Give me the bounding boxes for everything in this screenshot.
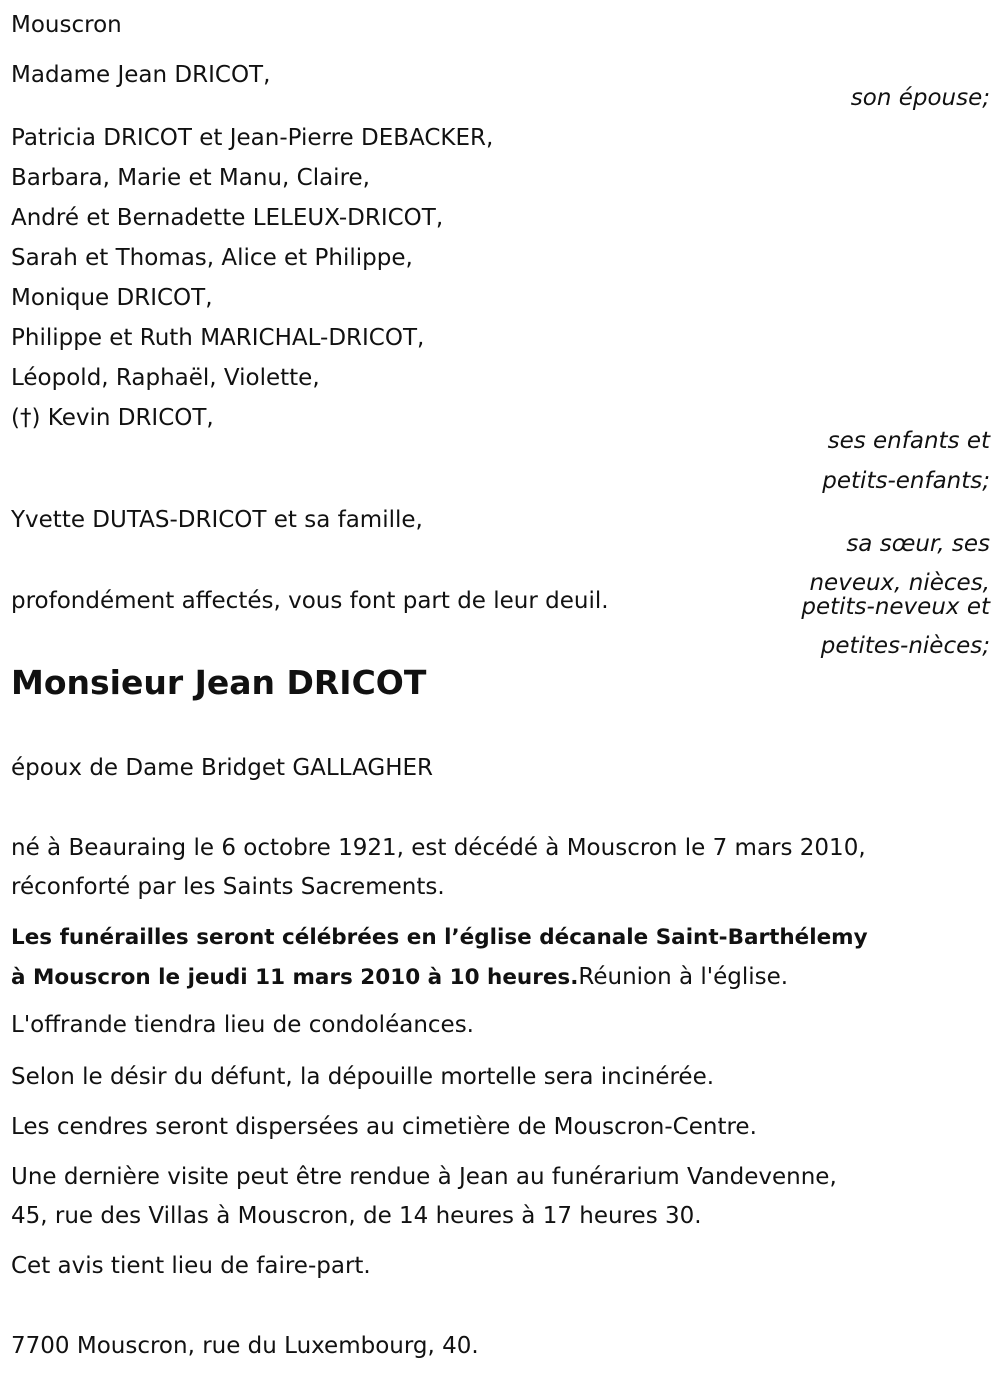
- family-line: Patricia DRICOT et Jean-Pierre DEBACKER,: [11, 125, 494, 151]
- city: Mouscron: [11, 12, 122, 38]
- sister-role: petites-nièces;: [820, 633, 990, 659]
- note: Les cendres seront dispersées au cimetière de Mouscron-Centre.: [11, 1114, 757, 1140]
- note: Selon le désir du défunt, la dépouille mortelle sera incinérée.: [11, 1064, 715, 1090]
- family-line: Barbara, Marie et Manu, Claire,: [11, 165, 370, 191]
- funeral-meeting: Réunion à l'église.: [578, 964, 789, 990]
- family-line: (†) Kevin DRICOT,: [11, 405, 214, 431]
- sister-role: sa sœur, ses: [846, 531, 990, 557]
- family-line: Léopold, Raphaël, Violette,: [11, 365, 320, 391]
- spouse-of: époux de Dame Bridget GALLAGHER: [11, 755, 434, 781]
- deceased-name: Monsieur Jean DRICOT: [11, 663, 427, 702]
- announcement: profondément affectés, vous font part de leur deuil.: [11, 588, 609, 614]
- children-role: ses enfants et: [827, 428, 990, 454]
- funeral-date: à Mouscron le jeudi 11 mars 2010 à 10 heures.: [11, 965, 579, 990]
- sister-name: Yvette DUTAS-DRICOT et sa famille,: [11, 507, 423, 533]
- faire-part: Cet avis tient lieu de faire-part.: [11, 1253, 371, 1279]
- children-role: petits-enfants;: [822, 468, 990, 494]
- visit-info: Une dernière visite peut être rendue à Jean au funérarium Vandevenne,: [11, 1164, 837, 1190]
- family-line: André et Bernadette LELEUX-DRICOT,: [11, 205, 444, 231]
- family-line: Philippe et Ruth MARICHAL-DRICOT,: [11, 325, 425, 351]
- note: L'offrande tiendra lieu de condoléances.: [11, 1012, 474, 1038]
- family-line: Monique DRICOT,: [11, 285, 213, 311]
- funeral-details: Les funérailles seront célébrées en l’église décanale Saint-Barthélemy: [11, 925, 868, 950]
- sister-role: neveux, nièces,: [809, 570, 990, 596]
- address: 7700 Mouscron, rue du Luxembourg, 40.: [11, 1333, 479, 1359]
- visit-info: 45, rue des Villas à Mouscron, de 14 heures à 17 heures 30.: [11, 1203, 702, 1229]
- family-line: Sarah et Thomas, Alice et Philippe,: [11, 245, 413, 271]
- spouse-role: son épouse;: [850, 85, 990, 111]
- spouse-name: Madame Jean DRICOT,: [11, 62, 271, 88]
- birth-death: réconforté par les Saints Sacrements.: [11, 874, 445, 900]
- birth-death: né à Beauraing le 6 octobre 1921, est décédé à Mouscron le 7 mars 2010,: [11, 835, 866, 861]
- funeral-details-line: [11, 962, 788, 993]
- sister-role: petits-neveux et: [801, 594, 990, 620]
